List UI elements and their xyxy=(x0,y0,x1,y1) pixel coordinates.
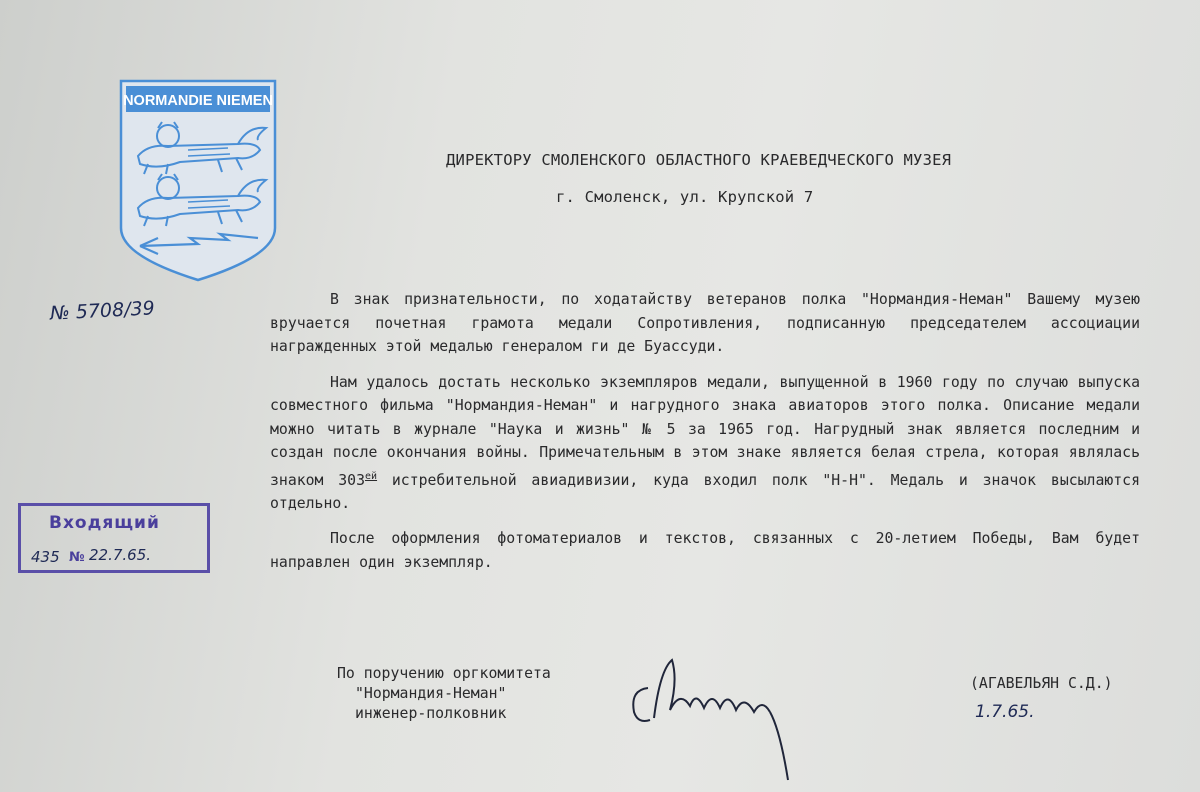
paragraph-1 xyxy=(270,288,1140,359)
paragraph-3 xyxy=(270,527,1140,574)
paragraph-3-text: После оформления фотоматериалов и текстов, связанных с 20-летием Победы, Вам будет направлен один экземпляр. xyxy=(270,530,1140,571)
signature-date: 1.7.65. xyxy=(975,702,1035,722)
emblem-label: NORMANDIE NIEMEN xyxy=(123,93,273,109)
incoming-stamp xyxy=(18,503,210,573)
ordinal-suffix: ей xyxy=(365,470,378,482)
stamp-title: Входящий xyxy=(49,513,160,533)
stamp-handwritten-date: 22.7.65. xyxy=(89,546,152,564)
signature-block-line: инженер-полковник xyxy=(355,705,507,722)
normandie-niemen-emblem xyxy=(118,78,278,283)
handwritten-signature xyxy=(620,650,810,790)
address-line: г. Смоленск, ул. Крупской 7 xyxy=(556,188,814,206)
addressee-line: ДИРЕКТОРУ СМОЛЕНСКОГО ОБЛАСТНОГО КРАЕВЕДЧЕСКОГО МУЗЕЯ xyxy=(446,151,952,169)
signature-block-line: По поручению оргкомитета xyxy=(337,665,551,682)
registration-number: № 5708/39 xyxy=(49,297,156,325)
letter-body xyxy=(270,288,1140,586)
paragraph-2 xyxy=(270,371,1140,516)
signer-name: (АГАВЕЛЬЯН С.Д.) xyxy=(970,675,1113,692)
paragraph-2-text-b: истребительной авиадивизии, куда входил полк "Н-Н". Медаль и значок высылаются отдельно. xyxy=(270,471,1140,512)
signature-block xyxy=(337,664,551,724)
paragraph-1-text: В знак признательности, по ходатайству ветеранов полка "Нормандия-Неман" Вашему музею вручается почетная грамота медали Сопротивления, подписанную председателем ассоциации награжденных этой медалью генералом ги де Буассуди. xyxy=(270,291,1140,355)
paragraph-2-text-a: Нам удалось достать несколько экземпляров медали, выпущенной в 1960 году по случаю выпуска совместного фильма "Нормандия-Неман" и нагрудного знака авиаторов этого полка. Описание медали можно читать в журнале "Наука и жизнь" № 5 за 1965 год. Нагрудный знак является последним и создан после окончания войны. Примечательным в этом знаке является белая стрела, которая являлась знаком 303 xyxy=(270,373,1140,489)
signature-block-line: "Нормандия-Неман" xyxy=(355,685,507,702)
stamp-number-label: № xyxy=(69,550,85,565)
stamp-handwritten-number: 435 xyxy=(31,548,60,566)
